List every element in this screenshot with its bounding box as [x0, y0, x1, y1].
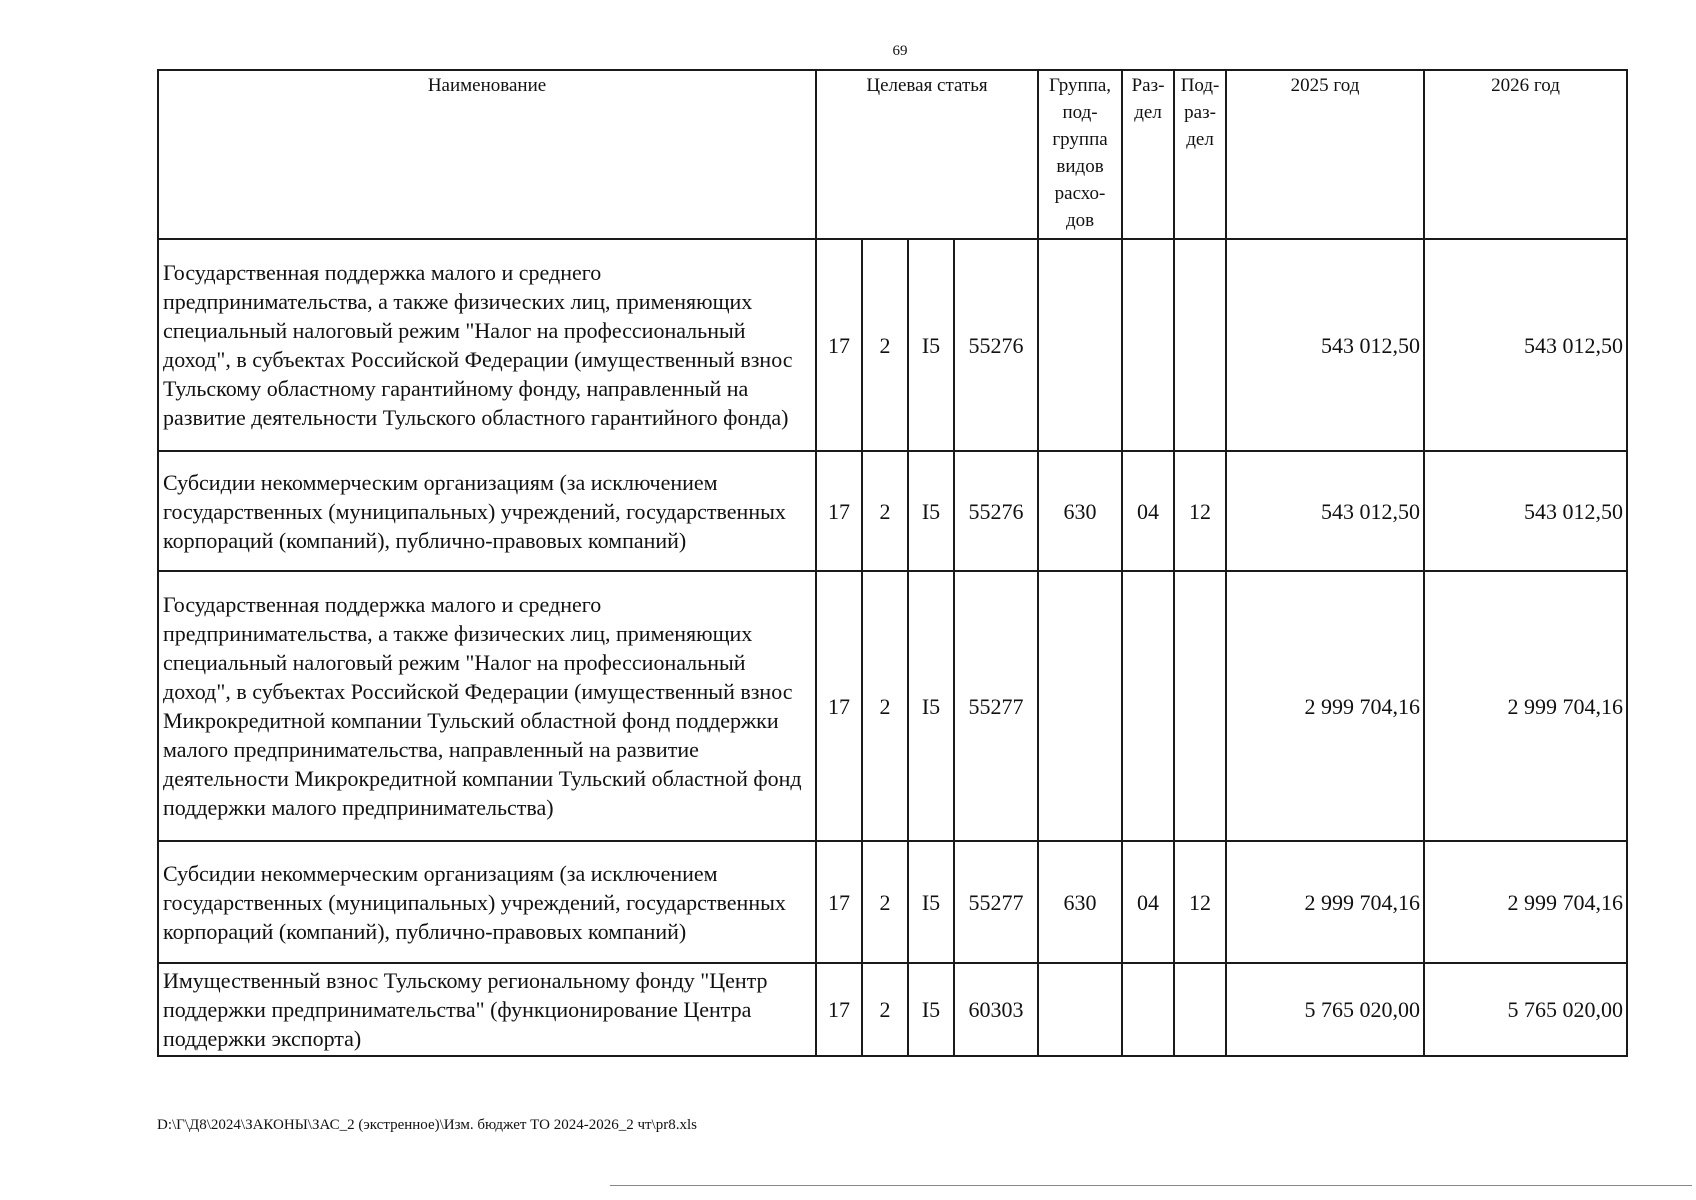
header-subsection: Под-раз-дел — [1174, 70, 1226, 239]
header-2025: 2025 год — [1226, 70, 1424, 239]
section: 04 — [1122, 841, 1174, 963]
row-name: Государственная поддержка малого и среднего предпринимательства, а также физических лиц, применяющих специальный налоговый режим "Налог на профессиональный доход", в субъектах Российской Федерации (имущественный взнос Тульскому областному гарантийному фонду, направленный на развитие деятельности Тульского областного гарантийного фонда) — [158, 239, 816, 451]
target-code-2: 2 — [862, 571, 908, 841]
section — [1122, 963, 1174, 1056]
table-row — [158, 841, 1627, 963]
subsection: 12 — [1174, 451, 1226, 571]
target-code-1: 17 — [816, 239, 862, 451]
amount-2025: 2 999 704,16 — [1226, 841, 1424, 963]
row-name: Субсидии некоммерческим организациям (за исключением государственных (муниципальных) учреждений, государственных корпораций (компаний), публично-правовых компаний) — [158, 841, 816, 963]
header-group: Группа, под-группа видов расхо-дов — [1038, 70, 1122, 239]
header-section: Раз-дел — [1122, 70, 1174, 239]
table-row — [158, 451, 1627, 571]
header-target: Целевая статья — [816, 70, 1038, 239]
target-code-1: 17 — [816, 571, 862, 841]
expense-group — [1038, 963, 1122, 1056]
target-code-3: I5 — [908, 963, 954, 1056]
subsection: 12 — [1174, 841, 1226, 963]
amount-2025: 2 999 704,16 — [1226, 571, 1424, 841]
target-code-3: I5 — [908, 841, 954, 963]
expense-group — [1038, 239, 1122, 451]
target-code-1: 17 — [816, 963, 862, 1056]
expense-group: 630 — [1038, 451, 1122, 571]
section: 04 — [1122, 451, 1174, 571]
amount-2025: 543 012,50 — [1226, 239, 1424, 451]
target-code-2: 2 — [862, 451, 908, 571]
target-code-1: 17 — [816, 451, 862, 571]
amount-2025: 543 012,50 — [1226, 451, 1424, 571]
amount-2025: 5 765 020,00 — [1226, 963, 1424, 1056]
subsection — [1174, 239, 1226, 451]
target-code-4: 55276 — [954, 239, 1038, 451]
amount-2026: 5 765 020,00 — [1424, 963, 1627, 1056]
row-name: Государственная поддержка малого и среднего предпринимательства, а также физических лиц, применяющих специальный налоговый режим "Налог на профессиональный доход", в субъектах Российской Федерации (имущественный взнос Микрокредитной компании Тульский областной фонд поддержки малого предпринимательства, направленный на развитие деятельности Микрокредитной компании Тульский областной фонд поддержки малого предпринимательства) — [158, 571, 816, 841]
subsection — [1174, 963, 1226, 1056]
table-row — [158, 963, 1627, 1056]
target-code-2: 2 — [862, 239, 908, 451]
amount-2026: 2 999 704,16 — [1424, 841, 1627, 963]
budget-table — [157, 69, 1628, 1057]
section — [1122, 571, 1174, 841]
target-code-2: 2 — [862, 841, 908, 963]
header-2026: 2026 год — [1424, 70, 1627, 239]
table-row — [158, 571, 1627, 841]
bottom-rule — [610, 1185, 1692, 1186]
amount-2026: 543 012,50 — [1424, 239, 1627, 451]
expense-group: 630 — [1038, 841, 1122, 963]
page-number: 69 — [892, 43, 908, 59]
subsection — [1174, 571, 1226, 841]
expense-group — [1038, 571, 1122, 841]
table-header — [158, 70, 1627, 239]
file-path-footer: D:\Г\Д8\2024\ЗАКОНЫ\ЗАС_2 (экстренное)\Изм. бюджет ТО 2024-2026_2 чт\pr8.xls — [157, 1117, 697, 1133]
target-code-4: 60303 — [954, 963, 1038, 1056]
target-code-4: 55276 — [954, 451, 1038, 571]
target-code-2: 2 — [862, 963, 908, 1056]
row-name: Имущественный взнос Тульскому региональному фонду "Центр поддержки предпринимательства" (функционирование Центра поддержки экспорта) — [158, 963, 816, 1056]
table-row — [158, 239, 1627, 451]
target-code-3: I5 — [908, 239, 954, 451]
target-code-3: I5 — [908, 451, 954, 571]
amount-2026: 543 012,50 — [1424, 451, 1627, 571]
target-code-1: 17 — [816, 841, 862, 963]
section — [1122, 239, 1174, 451]
row-name: Субсидии некоммерческим организациям (за исключением государственных (муниципальных) учреждений, государственных корпораций (компаний), публично-правовых компаний) — [158, 451, 816, 571]
target-code-4: 55277 — [954, 571, 1038, 841]
header-name: Наименование — [158, 70, 816, 239]
target-code-3: I5 — [908, 571, 954, 841]
target-code-4: 55277 — [954, 841, 1038, 963]
amount-2026: 2 999 704,16 — [1424, 571, 1627, 841]
